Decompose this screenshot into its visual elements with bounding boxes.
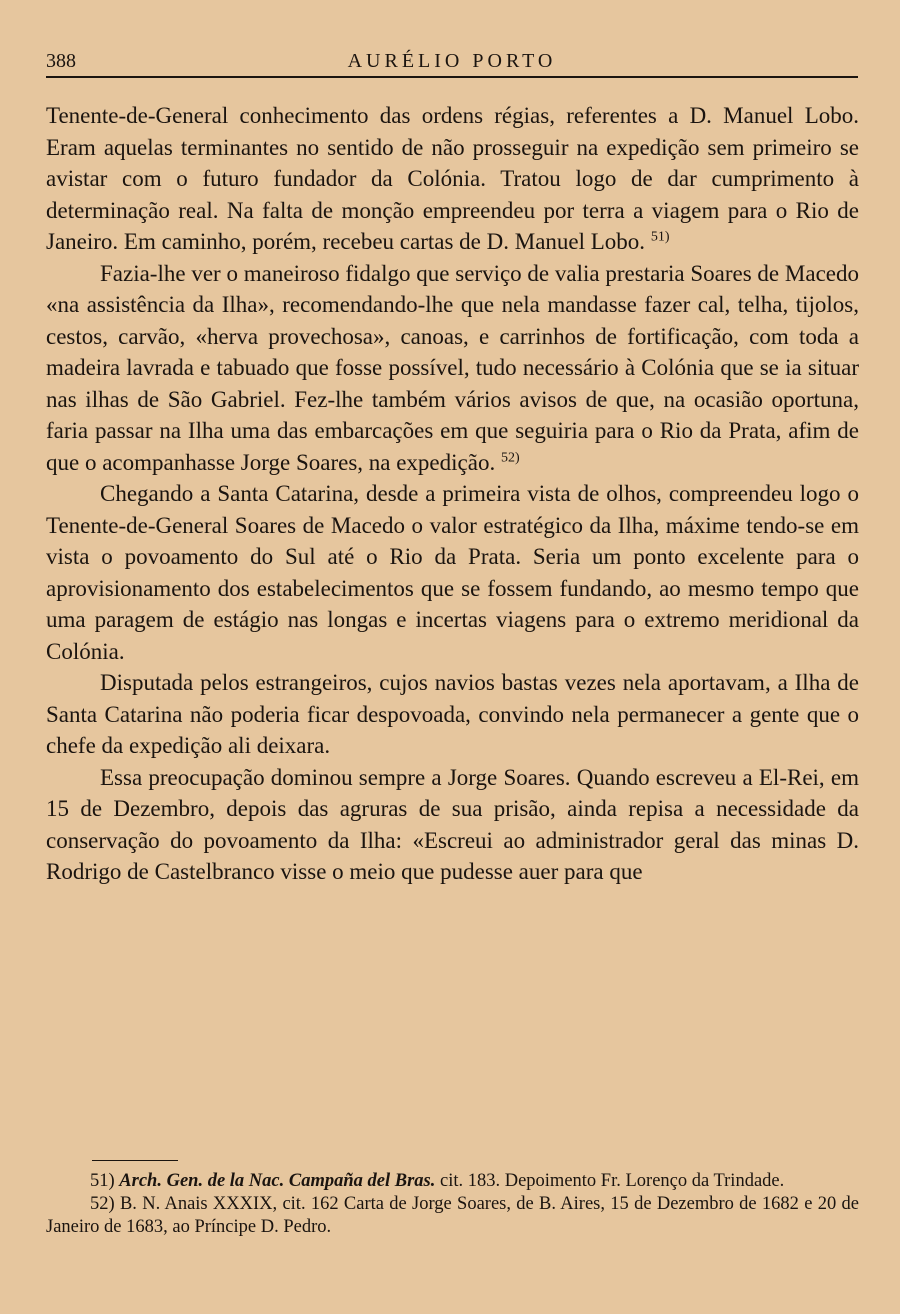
paragraph-3: Chegando a Santa Catarina, desde a primeira vista de olhos, compreendeu logo o Tenente-de-General Soares de Macedo o valor estratégico da Ilha, máxime tendo-se em vista o povoamento do Sul até o Rio da Prata. Seria um ponto excelente para o aprovisionamento dos estabelecimentos que se fossem fundando, ao mesmo tempo que uma paragem de estágio nas longas e incertas viagens para o extremo meridional da Colónia.: [46, 481, 859, 664]
paragraph-5: Essa preocupação dominou sempre a Jorge Soares. Quando escreveu a El-Rei, em 15 de Dezembro, depois das agruras de sua prisão, ainda repisa a necessidade da conservação do povoamento da Ilha: «Escreui ao administrador geral das minas D. Rodrigo de Castelbranco visse o meio que pudesse auer para que: [46, 764, 859, 884]
paragraph-4: Disputada pelos estrangeiros, cujos navios bastas vezes nela aportavam, a Ilha de Santa Catarina não poderia ficar despovoada, convindo nela permanecer a gente que o chefe da expedição ali deixara.: [46, 670, 859, 758]
page-header: [46, 48, 858, 78]
footnote-ref-52: 52): [500, 449, 520, 465]
footnote-ref-51: 51): [650, 229, 670, 245]
footnote-51: 51) Arch. Gen. de la Nac. Campaña del Bras. cit. 183. Depoimento Fr. Lorenço da Trindade.: [90, 1171, 785, 1191]
body-text: [46, 100, 859, 888]
footnote-divider: [92, 1160, 178, 1161]
footnote-52: 52) B. N. Anais XXXIX, cit. 162 Carta de Jorge Soares, de B. Aires, 15 de Dezembro de 1682 e 20 de Janeiro de 1683, ao Príncipe D. Pedro.: [46, 1194, 859, 1237]
running-title: AURÉLIO PORTO: [347, 50, 557, 72]
paragraph-1: Tenente-de-General conhecimento das ordens régias, referentes a D. Manuel Lobo. Eram aquelas terminantes no sentido de não prosseguir na expedição sem primeiro se avistar com o futuro fundador da Colónia. Tratou logo de dar cumprimento à determinação real. Na falta de monção empreendeu por terra a viagem para o Rio de Janeiro. Em caminho, porém, recebeu cartas de D. Manuel Lobo. $^{51)}$: [46, 103, 859, 254]
footnote-51-source: Arch. Gen. de la Nac. Campaña del Bras.: [119, 1171, 436, 1191]
footnotes: [46, 1170, 859, 1239]
page-number: 388: [46, 50, 76, 72]
paragraph-2: Fazia-lhe ver o maneiroso fidalgo que serviço de valia prestaria Soares de Macedo «na assistência da Ilha», recomendando-lhe que nela mandasse fazer cal, telha, tijolos, cestos, carvão, «herva provechosa», canoas, e carrinhos de fortificação, com toda a madeira lavrada e tabuado que fosse possível, tudo necessário à Colónia que se ia situar nas ilhas de São Gabriel. Fez-lhe também vários avisos de que, na ocasião oportuna, faria passar na Ilha uma das embarcações em que seguiria para o Rio da Prata, afim de que o acompanhasse Jorge Soares, na expedição. $^{52)}$: [46, 260, 859, 475]
